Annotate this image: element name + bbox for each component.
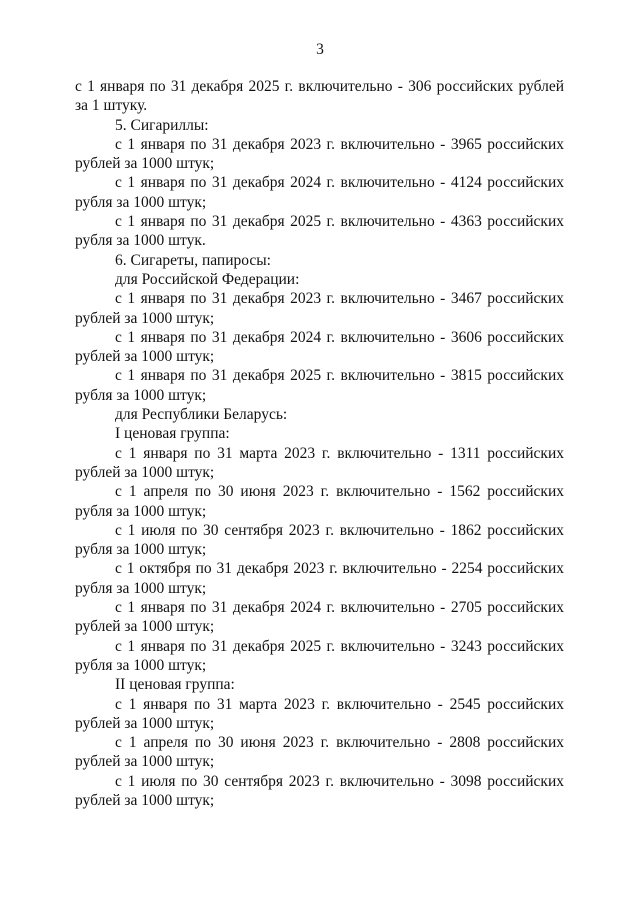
paragraph: с 1 января по 31 декабря 2024 г. включительно - 4124 российских рубля за 1000 штук; — [75, 174, 564, 211]
paragraph: с 1 июля по 30 сентября 2023 г. включительно - 3098 российских рублей за 1000 штук; — [75, 772, 564, 809]
paragraph: для Российской Федерации: — [115, 270, 300, 288]
paragraph: с 1 апреля по 30 июня 2023 г. включительно - 1562 российских рубля за 1000 штук; — [75, 483, 564, 520]
paragraph: с 1 января по 31 декабря 2024 г. включительно - 3606 российских рублей за 1000 штук; — [75, 328, 564, 366]
document-body — [75, 77, 564, 810]
paragraph: II ценовая группа: — [115, 676, 235, 694]
paragraph: с 1 января по 31 декабря 2025 г. включительно - 4363 российских рубля за 1000 штук. — [75, 213, 564, 250]
paragraph: с 1 июля по 30 сентября 2023 г. включительно - 1862 российских рубля за 1000 штук; — [75, 521, 564, 559]
paragraph: 6. Сигареты, папиросы: — [115, 251, 271, 269]
paragraph: с 1 января по 31 декабря 2025 г. включительно - 3243 российских рубля за 1000 штук; — [75, 637, 564, 674]
paragraph: с 1 января по 31 декабря 2024 г. включительно - 2705 российских рублей за 1000 штук; — [75, 599, 564, 636]
paragraph: с 1 января по 31 декабря 2025 г. включительно - 3815 российских рубля за 1000 штук; — [75, 367, 564, 404]
paragraph: с 1 января по 31 марта 2023 г. включительно - 1311 российских рублей за 1000 штук; — [75, 444, 564, 481]
paragraph: с 1 января по 31 декабря 2023 г. включительно - 3467 российских рублей за 1000 штук; — [75, 290, 564, 327]
paragraph: с 1 января по 31 марта 2023 г. включительно - 2545 российских рублей за 1000 штук; — [75, 695, 564, 732]
paragraph: I ценовая группа: — [115, 425, 230, 443]
paragraph: для Республики Беларусь: — [115, 406, 288, 424]
paragraph: с 1 января по 31 декабря 2025 г. включительно - 306 российских рублей за 1 штуку. — [75, 78, 564, 115]
paragraph: с 1 января по 31 декабря 2023 г. включительно - 3965 российских рублей за 1000 штук; — [75, 135, 564, 173]
paragraph: 5. Сигариллы: — [115, 116, 209, 134]
paragraph: с 1 апреля по 30 июня 2023 г. включительно - 2808 российских рублей за 1000 штук; — [75, 734, 564, 771]
page-number: 3 — [316, 41, 324, 58]
paragraph: с 1 октября по 31 декабря 2023 г. включительно - 2254 российских рубля за 1000 штук; — [75, 560, 564, 597]
